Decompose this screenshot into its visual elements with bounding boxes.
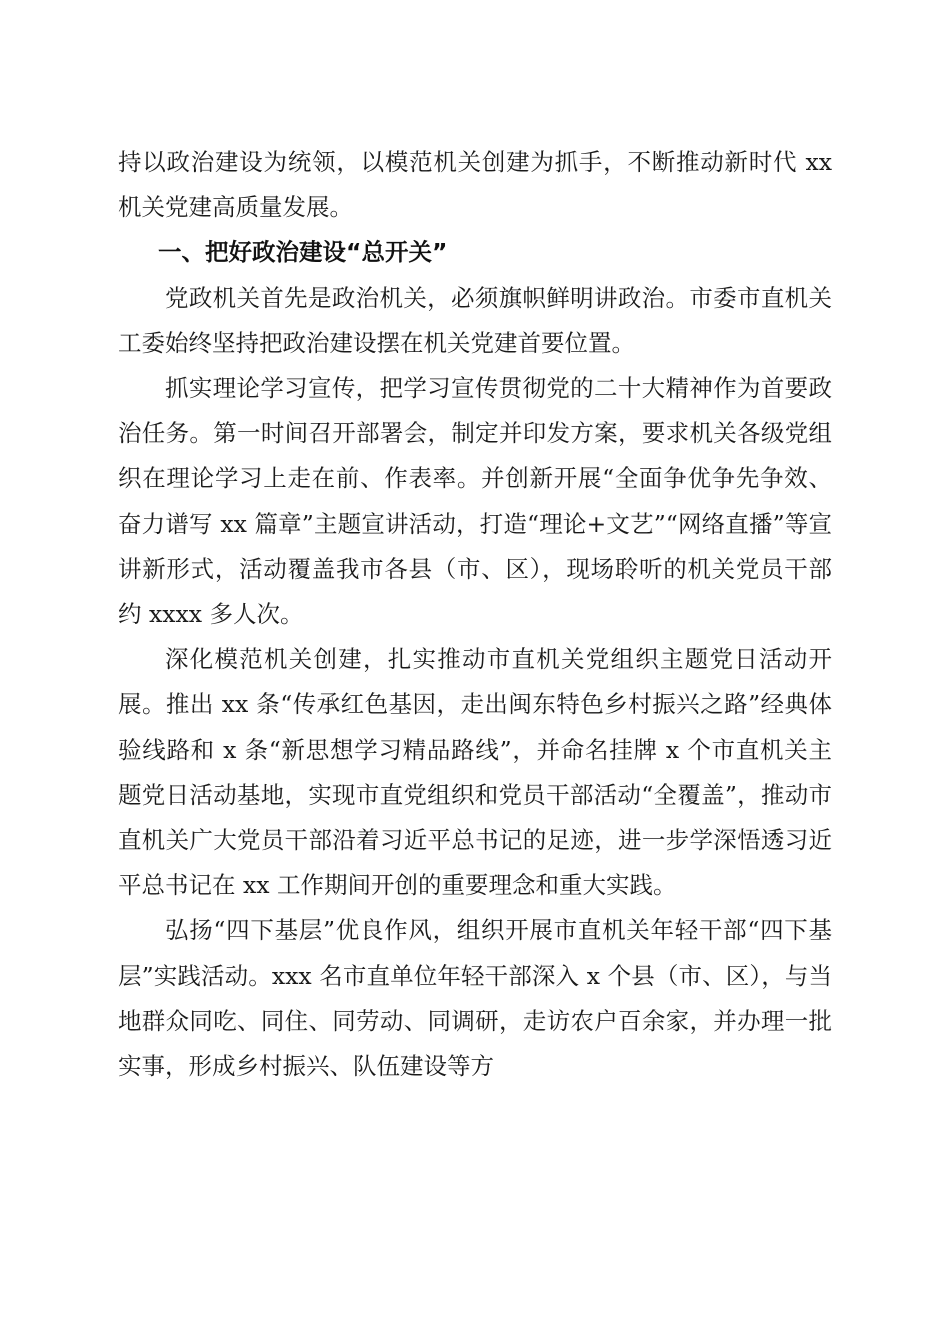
paragraph-political-organ: 党政机关首先是政治机关，必须旗帜鲜明讲政治。市委市直机关工委始终坚持把政治建设摆在机关党建首要位置。 <box>118 283 832 357</box>
paragraph-grassroots: 弘扬“四下基层”优良作风，组织开展市直机关年轻干部“四下基层”实践活动。xxx 名市直单位年轻干部深入 x 个县（市、区），与当地群众同吃、同住、同劳动、同调研，走访农户百余家，并办理一批实事，形成乡村振兴、队伍建设等方 <box>118 916 832 1081</box>
paragraph-model-organ: 深化模范机关创建，扎实推动市直机关党组织主题党日活动开展。推出 xx 条“传承红色基因，走出闽东特色乡村振兴之路”经典体验线路和 x 条“新思想学习精品路线”，并命名挂牌 x 个市直机关主题党日活动基地，实现市直党组织和党员干部活动“全覆盖”，推动市直机关广大党员干部沿着习近平总书记的足迹，进一步学深悟透习近平总书记在 xx 工作期间开创的重要理念和重大实践。 <box>118 645 832 900</box>
opening-paragraph: 持以政治建设为统领，以模范机关创建为抓手，不断推动新时代 xx 机关党建高质量发展。 <box>118 148 832 222</box>
paragraph-theory-study: 抓实理论学习宣传，把学习宣传贯彻党的二十大精神作为首要政治任务。第一时间召开部署会，制定并印发方案，要求机关各级党组织在理论学习上走在前、作表率。并创新开展“全面争优争先争效、奋力谱写 xx 篇章”主题宣讲活动，打造“理论+文艺”“网络直播”等宣讲新形式，活动覆盖我市各县（市、区），现场聆听的机关党员干部约 xxxx 多人次。 <box>118 374 832 629</box>
section-heading: 一、把好政治建设“总开关” <box>158 238 448 267</box>
document-body <box>118 140 832 1089</box>
